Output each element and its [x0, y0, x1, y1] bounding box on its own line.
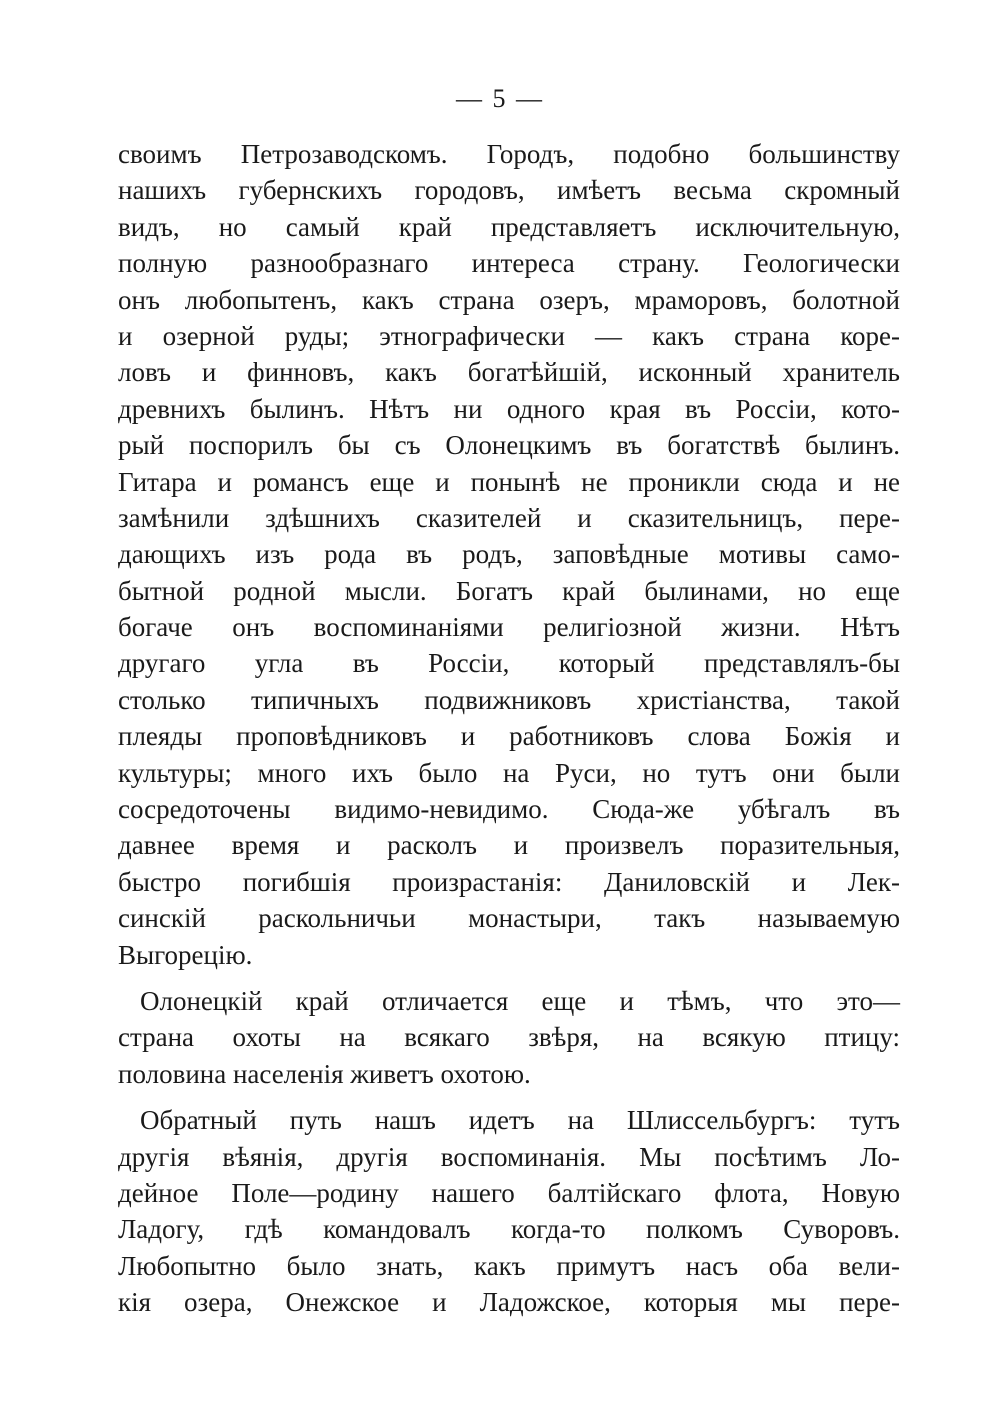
text-line: культуры; много ихъ было на Руси, но тутъ они были [118, 757, 900, 788]
text-line: дейное Поле—родину нашего балтійскаго флота, Новую [118, 1177, 900, 1208]
text-line: замѣнили здѣшнихъ сказителей и сказительницъ, пере- [118, 502, 900, 533]
page-number: — 5 — [456, 84, 544, 113]
text-line: богаче онъ воспоминаніями религіозной жизни. Нѣтъ [118, 612, 900, 643]
text-line: древнихъ былинъ. Нѣтъ ни одного края въ Россіи, кото- [118, 393, 900, 424]
text-line: сосредоточены видимо-невидимо. Сюда-же убѣгалъ въ [118, 794, 900, 825]
text-line: онъ любопытенъ, какъ страна озеръ, мраморовъ, болотной [118, 284, 900, 315]
paragraph-gap [118, 973, 900, 983]
text-line: ловъ и финновъ, какъ богатѣйшій, исконный хранитель [118, 357, 900, 388]
paragraph [118, 1102, 900, 1320]
text-line: кія озера, Онежское и Ладожское, которыя мы пере- [118, 1287, 900, 1318]
text-line: Ладогу, гдѣ командовалъ когда-то полкомъ Суворовъ. [118, 1214, 900, 1245]
body-text [118, 136, 900, 1321]
text-line: рый поспорилъ бы съ Олонецкимъ въ богатствѣ былинъ. [118, 430, 900, 461]
text-line: половина населенія живетъ охотою. [118, 1058, 531, 1089]
text-line: Олонецкій край отличается еще и тѣмъ, что это— [140, 985, 900, 1016]
paragraph [118, 983, 900, 1092]
text-line: нашихъ губернскихъ городовъ, имѣетъ весьма скромный [118, 175, 900, 206]
text-line: страна охоты на всякаго звѣря, на всякую птицу: [118, 1022, 900, 1053]
text-line: быстро погибшія произрастанія: Даниловскій и Лек- [118, 866, 900, 897]
text-line: столько типичныхъ подвижниковъ христіанства, такой [118, 684, 900, 715]
text-line: Обратный путь нашъ идетъ на Шлиссельбургъ: тутъ [140, 1105, 900, 1136]
text-line: давнее время и расколъ и произвелъ поразительныя, [118, 830, 900, 861]
paragraph [118, 136, 900, 973]
text-line: Гитара и романсъ еще и понынѣ не проникли сюда и не [118, 466, 900, 497]
text-line: бытной родной мысли. Богатъ край былинами, но еще [118, 575, 900, 606]
text-line: своимъ Петрозаводскомъ. Городъ, подобно большинству [118, 139, 900, 169]
text-line: плеяды проповѣдниковъ и работниковъ слова Божія и [118, 721, 900, 752]
text-line: синскій раскольничьи монастыри, такъ называемую [118, 903, 900, 934]
text-line: полную разнообразнаго интереса страну. Геологически [118, 248, 900, 279]
text-line: другаго угла въ Россіи, который представлялъ-бы [118, 648, 900, 679]
paragraph-gap [118, 1092, 900, 1102]
text-line: другія вѣянія, другія воспоминанія. Мы посѣтимъ Ло- [118, 1141, 900, 1172]
text-line: Выгорецію. [118, 939, 253, 970]
text-line: и озерной руды; этнографически — какъ страна коре- [118, 320, 900, 351]
text-line: видъ, но самый край представляетъ исключительную, [118, 211, 900, 242]
text-line: дающихъ изъ рода въ родъ, заповѣдные мотивы само- [118, 539, 900, 570]
text-line: Любопытно было знать, какъ примутъ насъ оба вели- [118, 1250, 900, 1281]
